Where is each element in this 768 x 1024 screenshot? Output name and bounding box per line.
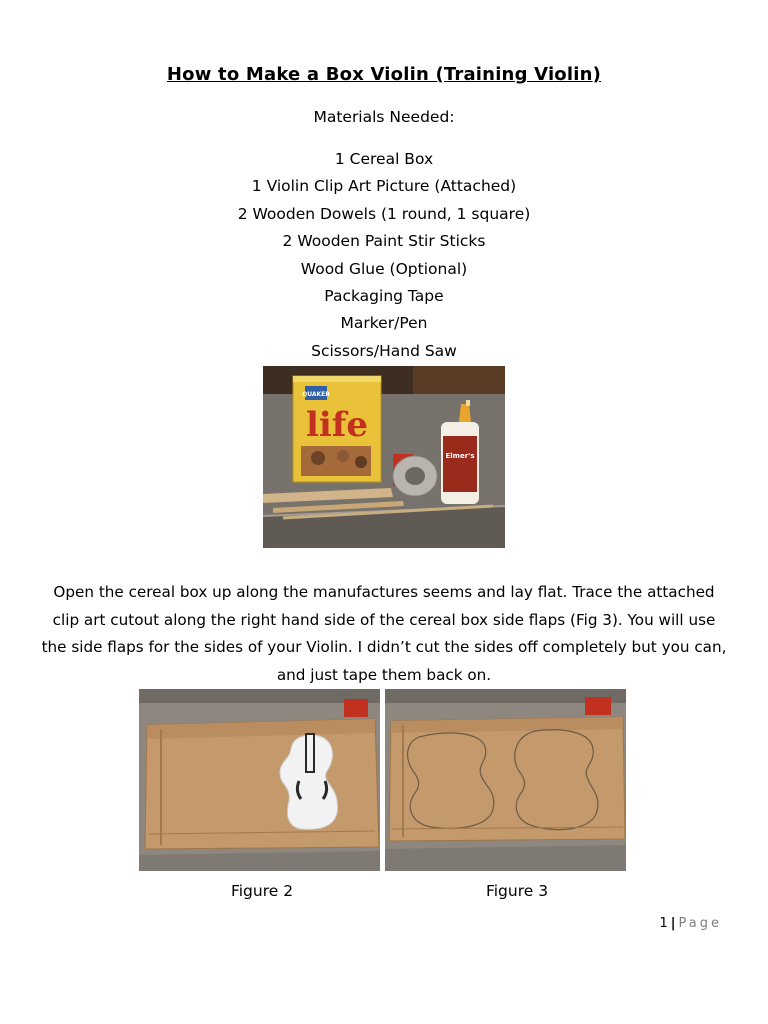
material-item: Marker/Pen xyxy=(340,314,428,333)
instructions-paragraph: Open the cereal box up along the manufactures seems and lay flat. Trace the attached clip art cutout along the right hand side of the cereal box side flaps (Fig 3). You will use the side flaps for the sides of your Violin. I didn’t cut the sides off completely but you can, and just tape them back on. xyxy=(41,583,727,684)
material-item: Packaging Tape xyxy=(324,286,444,305)
material-item: 1 Cereal Box xyxy=(334,150,434,168)
page-label: Page xyxy=(678,916,722,931)
material-item: 1 Violin Clip Art Picture (Attached) xyxy=(251,177,517,196)
cereal-box-image xyxy=(293,376,381,482)
figure-2-caption: Figure 2 xyxy=(230,882,294,900)
material-item: 2 Wooden Paint Stir Sticks xyxy=(282,232,486,251)
page-number: 1 xyxy=(659,916,668,931)
material-item: Scissors/Hand Saw xyxy=(311,341,457,360)
document-title: How to Make a Box Violin (Training Violin) xyxy=(166,64,602,85)
glue-brand: Elmer's xyxy=(445,452,475,460)
materials-list xyxy=(0,146,768,365)
page-footer xyxy=(659,916,722,931)
materials-heading: Materials Needed: xyxy=(313,108,455,126)
cereal-brand: QUAKER xyxy=(302,391,330,398)
footer-separator: | xyxy=(670,916,676,931)
cereal-name: life xyxy=(305,405,369,445)
figure-3-photo xyxy=(385,689,626,871)
material-item: Wood Glue (Optional) xyxy=(300,259,468,278)
figure-2-photo xyxy=(139,689,380,871)
material-item: 2 Wooden Dowels (1 round, 1 square) xyxy=(237,204,531,223)
figure-3-caption: Figure 3 xyxy=(485,882,549,900)
materials-photo xyxy=(263,366,505,548)
